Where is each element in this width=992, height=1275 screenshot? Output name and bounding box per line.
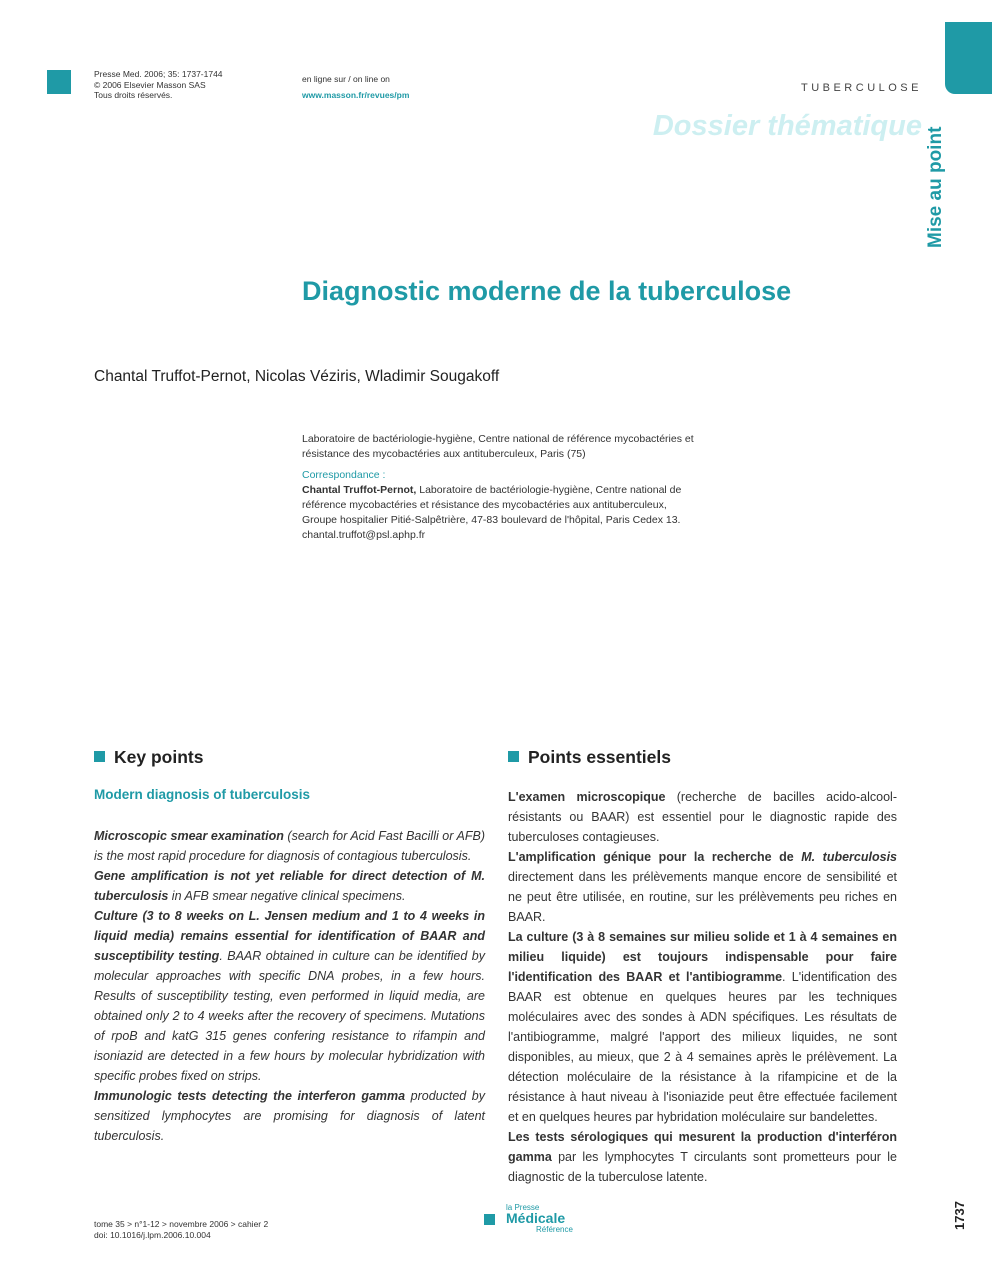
key-point-lead: Immunologic tests detecting the interferon gamma [94,1089,406,1103]
points-essentiels-column [508,787,897,1187]
logo-square-icon [484,1214,495,1225]
page-number: 1737 [952,1201,967,1230]
key-points-heading-text: Key points [114,747,204,767]
online-info [302,71,409,103]
point-essentiel-body: . L'identification des BAAR est obtenue en quelques heures par les techniques moléculaires avec des sondes à ADN spécifiques. Les résultats de l'antibiogramme, malgré l'apport des milieux liquides, ne sont disponibles, au mieux, que 2 à 4 semaines après le prélèvement. La détection moléculaire de la résistance à la rifampicine et de la résistance à haut niveau à l'isoniazide peut être effectuée facilement et en quelques heures par hybridation moléculaire sur bandelettes. [508,970,898,1124]
point-essentiel-lead: L'examen microscopique [508,790,666,804]
correspondence-label: Correspondance : [302,469,386,481]
point-essentiel-body: directement dans les prélèvements manque encore de sensibilité et ne peut être utilisée, en routine, sur les prélèvements peu riches en BAAR. [508,870,897,924]
corner-square-decoration [47,70,71,94]
points-essentiels-heading-text: Points essentiels [528,747,671,767]
key-point-lead: Culture (3 to 8 weeks on L. Jensen medium and 1 to 4 weeks in liquid media) remains essential for identification of BAAR and susceptibility testing [94,909,485,963]
points-essentiels-heading [508,747,671,768]
point-essentiel-lead: La culture (3 à 8 semaines sur milieu solide et 1 à 4 semaines en milieu liquide) est toujours indispensable pour faire l'identification des BAAR et l'antibiogramme [508,930,897,984]
correspondence-text [302,483,702,528]
correspondence-name: Chantal Truffot-Pernot, [302,484,417,496]
key-points-subheading: Modern diagnosis of tuberculosis [94,787,311,802]
key-point-body: (search for Acid Fast Bacilli or AFB) is the most rapid procedure for diagnosis of contagious tuberculosis. [94,829,486,863]
key-point-body: producted by sensitized lymphocytes are promising for diagnosis of latent tuberculosis. [94,1089,485,1143]
key-point-body: in AFB smear negative clinical specimens. [168,889,406,903]
dossier-label: Dossier thématique [652,110,922,142]
key-point-lead: Microscopic smear examination [94,829,284,843]
key-point-paragraph [94,826,485,866]
affiliation-text: Laboratoire de bactériologie-hygiène, Centre national de référence mycobactéries et résistance des mycobactéries aux antituberculeux, Paris (75) [302,433,694,460]
rubric-label: TUBERCULOSE [800,82,922,94]
rights-line: Tous droits réservés. [94,90,173,100]
corner-tab-decoration [945,22,992,94]
journal-citation-line: Presse Med. 2006; 35: 1737-1744 [94,69,223,79]
key-points-heading [94,747,203,768]
correspondence-email[interactable]: chantal.truffot@psl.aphp.fr [302,529,426,541]
journal-citation [94,69,223,101]
affiliation-block [302,432,702,543]
issue-line: tome 35 > n°1-12 > novembre 2006 > cahier 2 [94,1219,269,1229]
journal-url-link[interactable]: www.masson.fr/revues/pm [302,90,410,100]
journal-logo [506,1203,573,1234]
article-title: Diagnostic moderne de la tuberculose [302,276,792,306]
logo-line-1: la Presse [506,1203,540,1212]
key-points-column [94,826,485,1146]
key-point-paragraph [94,906,485,1086]
key-point-body: . BAAR obtained in culture can be identified by molecular approaches with specific DNA probes, in a few hours. Results of susceptibility testing, even performed in liquid media, are obtained only 2 to 4 weeks after the recovery of specimens. Mutations of rpoB and katG 315 genes confering resistance to rifampin and isoniazid are detected in a few hours by molecular hybridization with specific probes fixed on strips. [94,949,485,1083]
species-name: M. tuberculosis [801,850,897,864]
point-essentiel-paragraph [508,847,897,927]
key-point-lead: Gene amplification is not yet reliable for direct detection of M. tuberculosis [94,869,485,903]
logo-line-3: Référence [536,1225,573,1234]
point-essentiel-paragraph [508,787,897,847]
point-essentiel-lead: L'amplification génique pour la recherche de [508,850,802,864]
key-point-paragraph [94,1086,485,1146]
point-essentiel-paragraph [508,1127,897,1187]
correspondence-address: Laboratoire de bactériologie-hygiène, Centre national de référence mycobactéries et résistance des mycobactéries aux antituberculeux, Groupe hospitalier Pitié-Salpêtrière, 47-83 boulevard de l'hôpital, Paris Cedex 13. [302,484,682,526]
square-bullet-icon [508,751,519,762]
footer-citation [94,1219,268,1240]
point-essentiel-lead: Les tests sérologiques qui mesurent la production d'interféron gamma [508,1130,897,1164]
point-essentiel-paragraph [508,927,897,1127]
article-authors: Chantal Truffot-Pernot, Nicolas Véziris, Wladimir Sougakoff [94,368,500,385]
online-label: en ligne sur / on line on [302,74,390,84]
square-bullet-icon [94,751,105,762]
key-point-paragraph [94,866,485,906]
doi-line: doi: 10.1016/j.lpm.2006.10.004 [94,1229,211,1240]
side-section-label: Mise au point [925,126,946,248]
copyright-line: © 2006 Elsevier Masson SAS [94,79,206,90]
point-essentiel-body: par les lymphocytes T circulants sont prometteurs pour le diagnostic de la tuberculose latente. [508,1150,897,1184]
logo-line-2: Médicale [506,1210,566,1226]
point-essentiel-body: (recherche de bacilles acido-alcool-résistants ou BAAR) est essentiel pour le diagnostic rapide des tuberculoses contagieuses. [508,790,897,844]
